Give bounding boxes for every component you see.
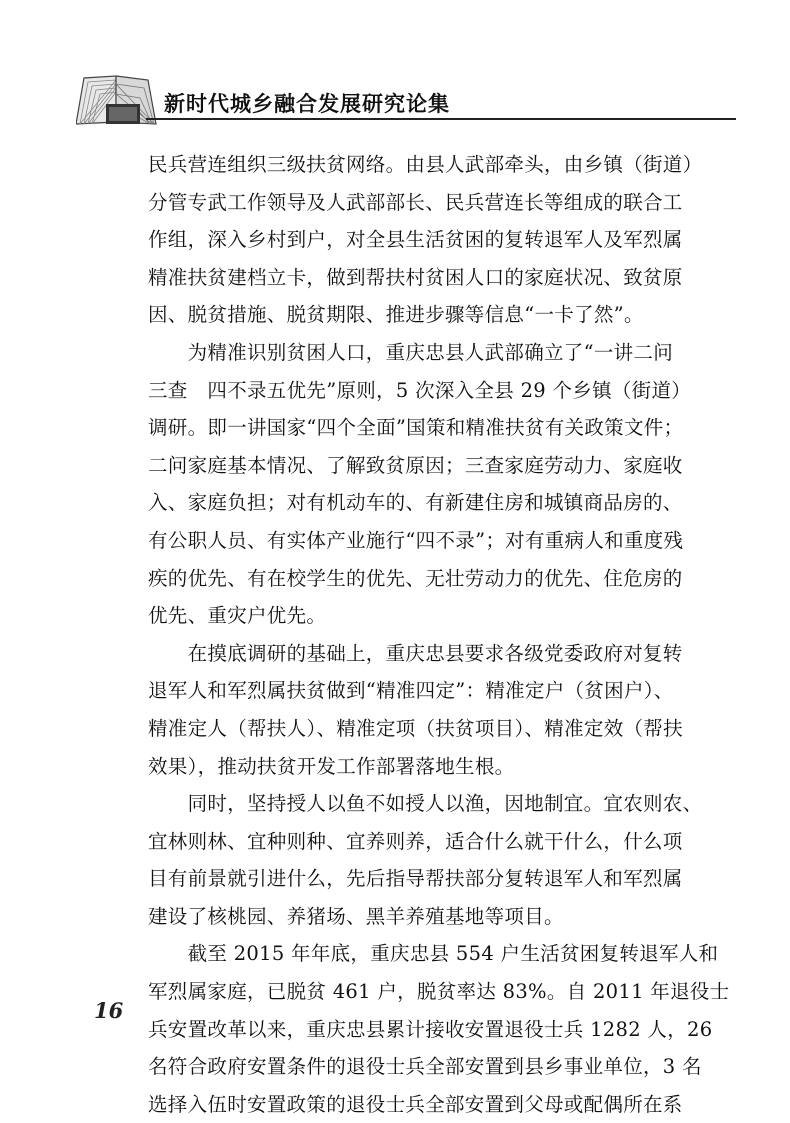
text-line: 精准扶贫建档立卡，做到帮扶村贫困人口的家庭状况、致贫原: [148, 265, 683, 289]
text-line: 选择入伍时安置政策的退役士兵全部安置到父母或配偶所在系: [148, 1092, 683, 1116]
text-line: 宜林则林、宜种则种、宜养则养，适合什么就干什么，什么项: [148, 829, 683, 853]
text-line: 为精准识别贫困人口，重庆忠县人武部确立了“一讲二问: [148, 340, 674, 364]
text-line: 因、脱贫措施、脱贫期限、推进步骤等信息“一卡了然”。: [148, 303, 644, 327]
text-line: 精准定人（帮扶人）、精准定项（扶贫项目）、精准定效（帮扶: [148, 716, 683, 740]
text-line: 截至 2015 年年底，重庆忠县 554 户生活贫困复转退军人和: [148, 942, 719, 966]
page-number: 16: [94, 998, 124, 1023]
text-line: 效果），推动扶贫开发工作部署落地生根。: [148, 754, 515, 778]
text-line: 目有前景就引进什么，先后指导帮扶部分复转退军人和军烈属: [148, 867, 683, 891]
text-line: 入、家庭负担；对有机动车的、有新建住房和城镇商品房的、: [148, 491, 683, 515]
text-line: 优先、重灾户优先。: [148, 604, 327, 628]
text-line: 二问家庭基本情况、了解致贫原因；三查家庭劳动力、家庭收: [148, 453, 683, 477]
text-line: 军烈属家庭，已脱贫 461 户，脱贫率达 83%。自 2011 年退役士: [148, 980, 730, 1004]
header-title: 新时代城乡融合发展研究论集: [164, 92, 450, 116]
text-line: 有公职人员、有实体产业施行“四不录”；对有重病人和重度残: [148, 528, 684, 552]
text-line: 在摸底调研的基础上，重庆忠县要求各级党委政府对复转: [148, 641, 683, 665]
text-line: 三查 四不录五优先”原则，5 次深入全县 29 个乡镇（街道）: [148, 378, 692, 402]
header-rule: [146, 118, 736, 120]
text-line: 兵安置改革以来，重庆忠县累计接收安置退役士兵 1282 人，26: [148, 1017, 713, 1041]
body-text: [148, 146, 730, 1123]
text-line: 调研。即一讲国家“四个全面”国策和精准扶贫有关政策文件；: [148, 416, 684, 440]
running-header: [76, 74, 736, 128]
text-line: 作组，深入乡村到户，对全县生活贫困的复转退军人及军烈属: [148, 228, 683, 252]
text-line: 建设了核桃园、养猪场、黑羊养殖基地等项目。: [148, 904, 564, 928]
text-line: 退军人和军烈属扶贫做到“精准四定”：精准定户（贫困户）、: [148, 679, 674, 703]
text-line: 分管专武工作领导及人武部部长、民兵营连长等组成的联合工: [148, 190, 683, 214]
text-line: 民兵营连组织三级扶贫网络。由县人武部牵头，由乡镇（街道）: [148, 153, 703, 176]
text-line: 名符合政府安置条件的退役士兵全部安置到县乡事业单位，3 名: [148, 1055, 702, 1079]
text-line: 疾的优先、有在校学生的优先、无壮劳动力的优先、住危房的: [148, 566, 683, 590]
text-line: 同时，坚持授人以鱼不如授人以渔，因地制宜。宜农则农、: [148, 792, 703, 816]
